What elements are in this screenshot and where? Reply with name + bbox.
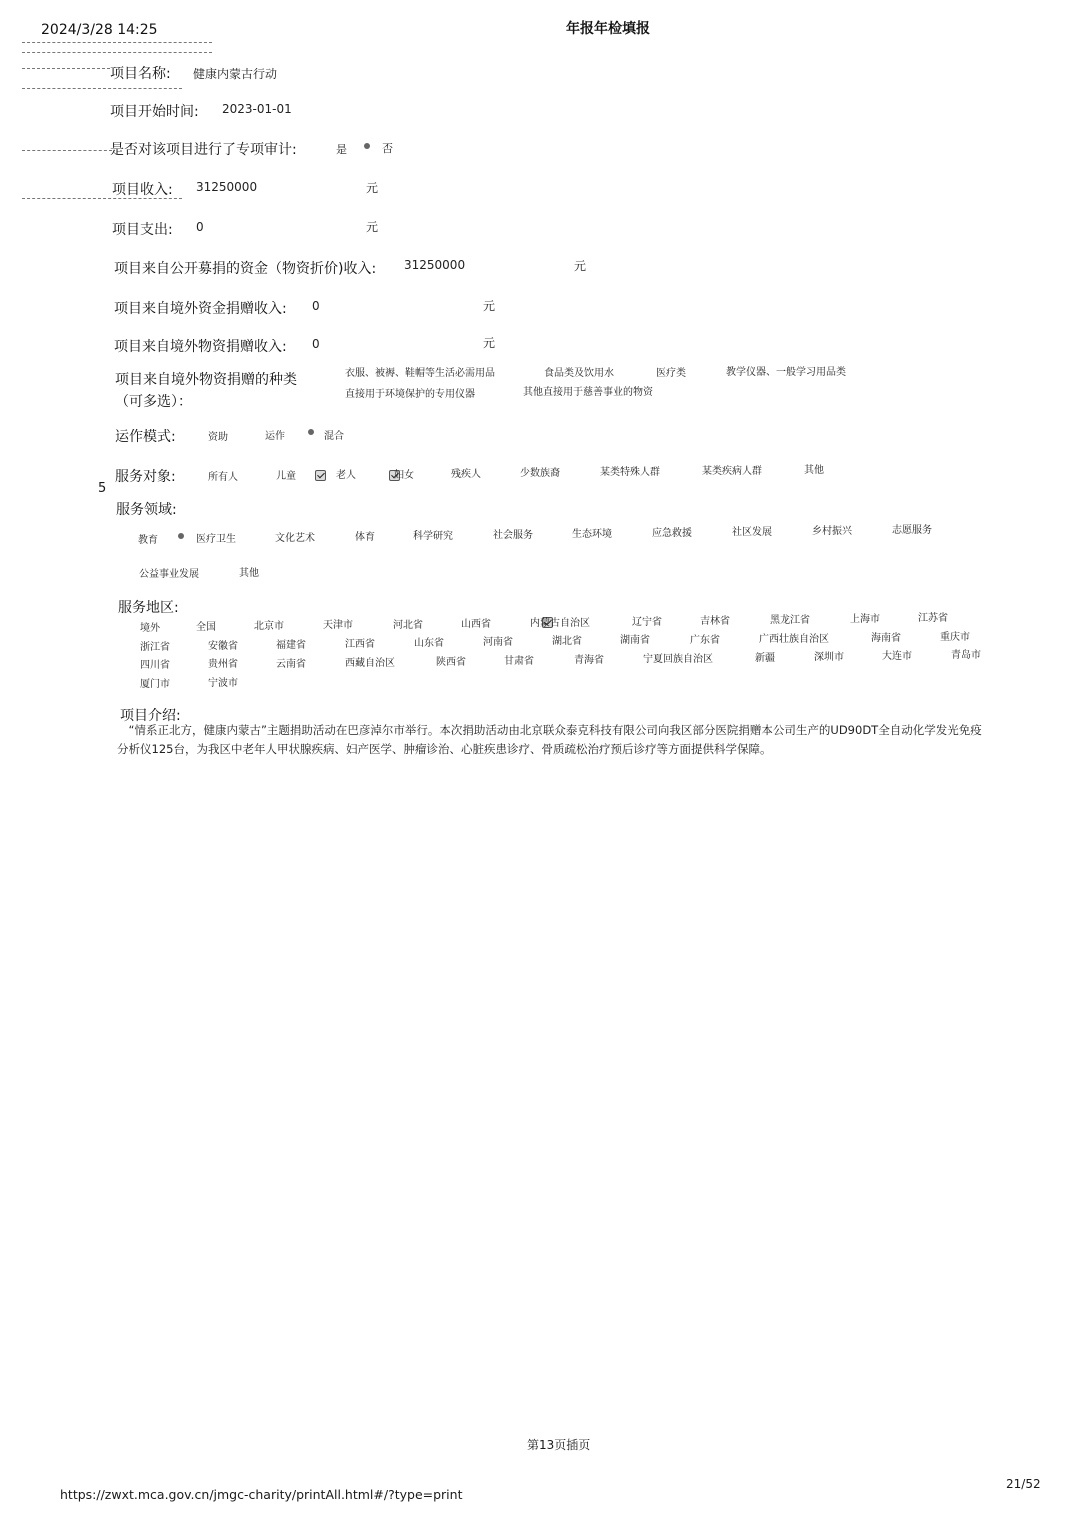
income-value: 31250000 bbox=[196, 180, 258, 194]
region-option[interactable]: 云南省 bbox=[276, 659, 306, 670]
goods-type-option[interactable]: 医疗类 bbox=[656, 368, 686, 379]
target-option[interactable]: 妇女 bbox=[394, 470, 414, 481]
target-option[interactable]: 老人 bbox=[336, 470, 356, 481]
foreign-goods-unit: 元 bbox=[483, 336, 496, 350]
region-option[interactable]: 深圳市 bbox=[814, 652, 844, 663]
header-rule bbox=[22, 42, 212, 43]
insert-page-label: 第13页插页 bbox=[527, 1438, 591, 1452]
income-label: 项目收入: bbox=[112, 182, 173, 198]
domain-option[interactable]: 乡村振兴 bbox=[812, 526, 852, 537]
region-option[interactable]: 厦门市 bbox=[140, 679, 170, 690]
region-option[interactable]: 广东省 bbox=[690, 635, 720, 646]
region-option[interactable]: 大连市 bbox=[882, 651, 912, 662]
scan-line bbox=[22, 52, 212, 53]
target-option[interactable]: 某类特殊人群 bbox=[600, 467, 660, 478]
region-option[interactable]: 浙江省 bbox=[140, 642, 170, 653]
region-option[interactable]: 山东省 bbox=[414, 638, 444, 649]
domain-option[interactable]: 教育 bbox=[138, 535, 158, 546]
region-option[interactable]: 黑龙江省 bbox=[770, 615, 810, 626]
goods-type-option[interactable]: 教学仪器、一般学习用品类 bbox=[726, 367, 846, 378]
goods-type-option[interactable]: 其他直接用于慈善事业的物资 bbox=[523, 387, 653, 398]
region-option[interactable]: 青岛市 bbox=[951, 650, 981, 661]
domain-option[interactable]: 应急救援 bbox=[652, 528, 692, 539]
mode-option[interactable]: 资助 bbox=[208, 432, 228, 443]
region-option[interactable]: 广西壮族自治区 bbox=[759, 634, 829, 645]
region-option[interactable]: 青海省 bbox=[574, 655, 604, 666]
page-number: 21/52 bbox=[1006, 1477, 1041, 1491]
scan-line bbox=[22, 88, 182, 89]
scan-line bbox=[22, 150, 112, 151]
expense-unit: 元 bbox=[366, 220, 379, 234]
region-option[interactable]: 四川省 bbox=[140, 660, 170, 671]
target-option[interactable]: 所有人 bbox=[208, 472, 238, 483]
region-option[interactable]: 全国 bbox=[196, 622, 216, 633]
region-label: 服务地区: bbox=[118, 600, 179, 616]
region-option[interactable]: 河北省 bbox=[393, 620, 423, 631]
domain-option[interactable]: 公益事业发展 bbox=[139, 569, 199, 580]
audit-radio-selected[interactable] bbox=[364, 143, 370, 149]
project-name-value: 健康内蒙古行动 bbox=[193, 67, 278, 81]
margin-number: 5 bbox=[98, 481, 107, 496]
region-option[interactable]: 上海市 bbox=[850, 614, 880, 625]
region-option[interactable]: 山西省 bbox=[461, 619, 491, 630]
target-label: 服务对象: bbox=[115, 469, 176, 485]
audit-label: 是否对该项目进行了专项审计: bbox=[110, 142, 297, 158]
income-unit: 元 bbox=[366, 181, 379, 195]
region-option[interactable]: 福建省 bbox=[276, 640, 306, 651]
domain-option[interactable]: 科学研究 bbox=[413, 531, 453, 542]
domain-option[interactable]: 社会服务 bbox=[493, 530, 533, 541]
region-option[interactable]: 贵州省 bbox=[208, 659, 238, 670]
print-datetime: 2024/3/28 14:25 bbox=[41, 22, 158, 38]
audit-yes-option[interactable]: 是 bbox=[336, 143, 347, 156]
foreign-fund-value: 0 bbox=[312, 299, 320, 313]
intro-text: “情系正北方，健康内蒙古”主题捐助活动在巴彦淖尔市举行。本次捐助活动由北京联众泰克科技有限公司向我区部分医院捐赠本公司生产的UD90DT全自动化学发光免疫分析仪125台，为我区中老年人甲状腺疾病、妇产医学、肿瘤诊治、心脏疾患诊疗、骨质疏松治疗预后诊疗等方面提供科学保障。 bbox=[117, 723, 982, 756]
mode-radio-selected[interactable] bbox=[308, 429, 314, 435]
print-url: https://zwxt.mca.gov.cn/jmgc-charity/printAll.html#/?type=print bbox=[60, 1487, 463, 1502]
domain-option[interactable]: 志愿服务 bbox=[892, 525, 932, 536]
region-option[interactable]: 宁波市 bbox=[208, 678, 238, 689]
goods-type-option[interactable]: 食品类及饮用水 bbox=[544, 368, 614, 379]
public-fund-label: 项目来自公开募捐的资金（物资折价)收入: bbox=[114, 261, 377, 277]
goods-type-option[interactable]: 直接用于环境保护的专用仪器 bbox=[345, 389, 475, 400]
region-option[interactable]: 江苏省 bbox=[918, 613, 948, 624]
foreign-fund-unit: 元 bbox=[483, 299, 496, 313]
domain-option[interactable]: 体育 bbox=[355, 532, 375, 543]
expense-label: 项目支出: bbox=[112, 222, 173, 238]
target-option[interactable]: 儿童 bbox=[276, 471, 296, 482]
goods-type-label-sub: （可多选）： bbox=[115, 394, 192, 410]
mode-option[interactable]: 运作 bbox=[265, 431, 285, 442]
target-checkbox-checked[interactable] bbox=[315, 470, 326, 481]
domain-option[interactable]: 生态环境 bbox=[572, 529, 612, 540]
target-option[interactable]: 其他 bbox=[804, 465, 824, 476]
mode-label: 运作模式: bbox=[115, 429, 176, 445]
target-option[interactable]: 某类疾病人群 bbox=[702, 466, 762, 477]
audit-no-option[interactable]: 否 bbox=[382, 142, 393, 155]
page-title: 年报年检填报 bbox=[566, 21, 650, 37]
domain-radio-selected[interactable] bbox=[178, 533, 184, 539]
region-option[interactable]: 内蒙古自治区 bbox=[530, 618, 590, 629]
domain-option[interactable]: 其他 bbox=[239, 568, 259, 579]
region-option[interactable]: 江西省 bbox=[345, 639, 375, 650]
foreign-fund-label: 项目来自境外资金捐赠收入: bbox=[114, 301, 287, 317]
region-option[interactable]: 北京市 bbox=[254, 621, 284, 632]
goods-type-option[interactable]: 衣服、被褥、鞋帽等生活必需用品 bbox=[345, 368, 495, 379]
region-option[interactable]: 天津市 bbox=[323, 620, 353, 631]
domain-option[interactable]: 文化艺术 bbox=[275, 533, 315, 544]
foreign-goods-label: 项目来自境外物资捐赠收入: bbox=[114, 339, 287, 355]
domain-label: 服务领域: bbox=[116, 502, 177, 518]
region-option[interactable]: 海南省 bbox=[871, 633, 901, 644]
project-name-label: 项目名称: bbox=[110, 66, 171, 82]
region-option[interactable]: 吉林省 bbox=[700, 616, 730, 627]
mode-option[interactable]: 混合 bbox=[324, 431, 344, 442]
region-option[interactable]: 新疆 bbox=[755, 653, 775, 664]
goods-type-label: 项目来自境外物资捐赠的种类 bbox=[115, 372, 297, 388]
start-date-label: 项目开始时间: bbox=[110, 104, 199, 120]
domain-option[interactable]: 社区发展 bbox=[732, 527, 772, 538]
region-option[interactable]: 安徽省 bbox=[208, 641, 238, 652]
region-option[interactable]: 湖南省 bbox=[620, 635, 650, 646]
target-option[interactable]: 少数族裔 bbox=[520, 468, 560, 479]
domain-option[interactable]: 医疗卫生 bbox=[196, 534, 236, 545]
region-option[interactable]: 湖北省 bbox=[552, 636, 582, 647]
region-option[interactable]: 陕西省 bbox=[436, 657, 466, 668]
intro-label: 项目介绍: bbox=[120, 708, 181, 724]
region-option[interactable]: 河南省 bbox=[483, 637, 513, 648]
target-option[interactable]: 残疾人 bbox=[451, 469, 481, 480]
start-date-value: 2023-01-01 bbox=[222, 102, 292, 116]
region-option[interactable]: 辽宁省 bbox=[632, 617, 662, 628]
scan-line bbox=[22, 68, 110, 69]
region-option[interactable]: 境外 bbox=[140, 623, 160, 634]
expense-value: 0 bbox=[196, 220, 204, 234]
region-option[interactable]: 重庆市 bbox=[940, 632, 970, 643]
region-option[interactable]: 宁夏回族自治区 bbox=[643, 654, 713, 665]
public-fund-unit: 元 bbox=[574, 259, 587, 273]
region-option[interactable]: 西藏自治区 bbox=[345, 658, 395, 669]
region-option[interactable]: 甘肃省 bbox=[504, 656, 534, 667]
public-fund-value: 31250000 bbox=[404, 258, 466, 272]
foreign-goods-value: 0 bbox=[312, 337, 320, 351]
